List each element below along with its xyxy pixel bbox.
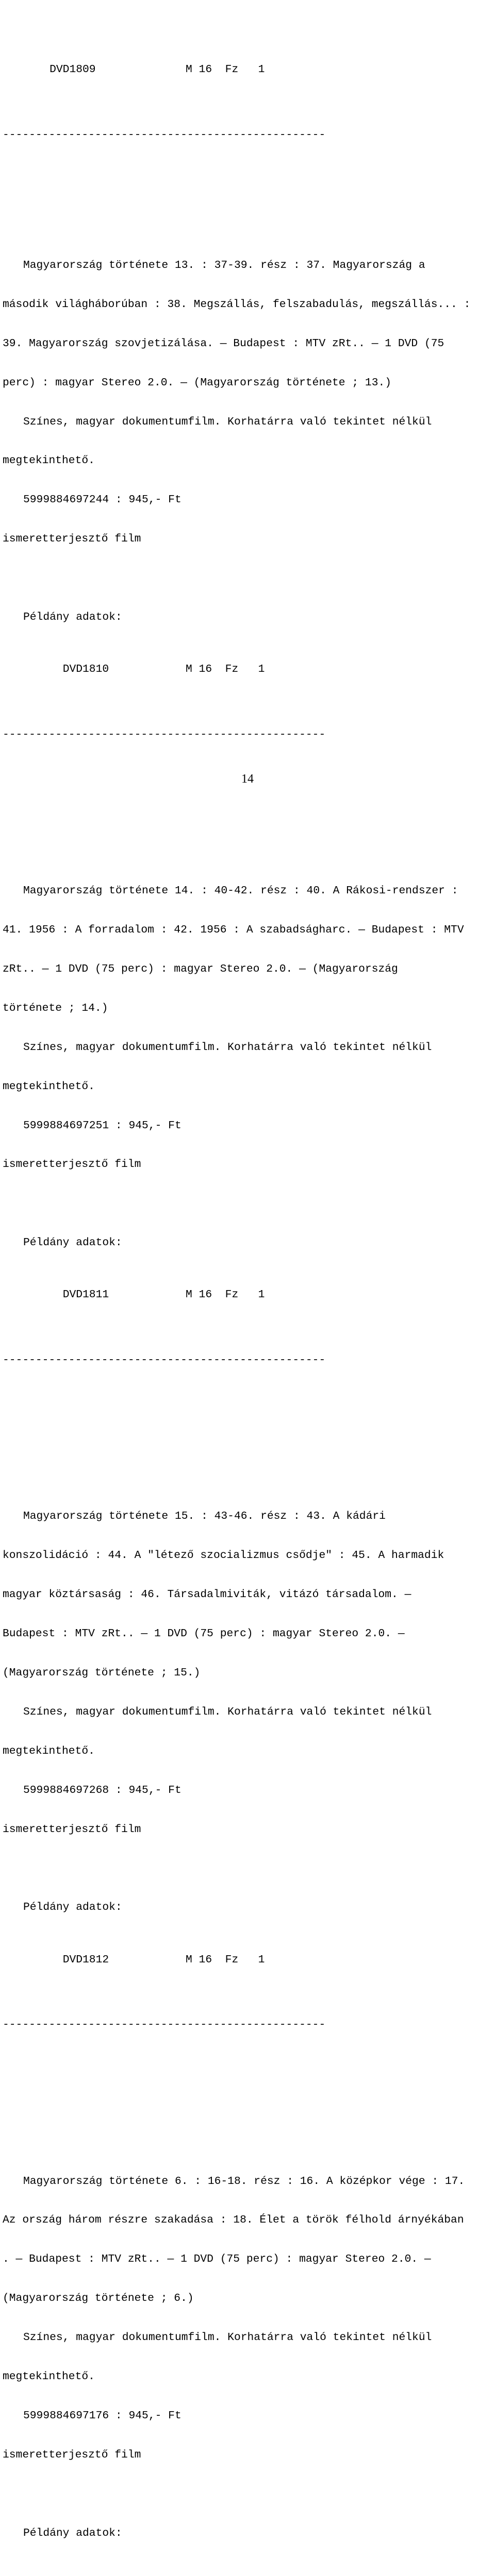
copy-code: DVD1812 (62, 1953, 109, 1966)
separator: ------------------------------------------------- (3, 1353, 326, 1366)
title-line: magyar köztársaság : 46. Társadalmiviták, vitázó társadalom. — (3, 1588, 411, 1601)
isbn-price: 5999884697268 : 945,- Ft (23, 1784, 182, 1797)
copy-label: Példány adatok: (23, 1901, 122, 1914)
description-cont: megtekinthető. (3, 1744, 95, 1757)
title-line: 41. 1956 : A forradalom : 42. 1956 : A szabadságharc. — Budapest : MTV (3, 924, 464, 937)
catalog-entry (3, 2149, 492, 2566)
title-line: Magyarország története 14. : 40-42. rész : 40. A Rákosi-rendszer : (23, 885, 458, 897)
subject: ismeretterjesztő film (3, 2448, 141, 2461)
isbn-price: 5999884697244 : 945,- Ft (23, 494, 182, 506)
copy-row (3, 50, 492, 76)
title-line: . — Budapest : MTV zRt.. — 1 DVD (75 perc) : magyar Stereo 2.0. — (3, 2253, 431, 2266)
title-line: konszolidáció : 44. A "létező szocializmus csődje" : 45. A harmadik (3, 1549, 444, 1562)
title-line: második világháborúban : 38. Megszállás, felszabadulás, megszállás... : (3, 298, 471, 311)
copy-flags: M 16 Fz 1 (186, 663, 265, 676)
copy-label: Példány adatok: (23, 611, 122, 623)
title-line: története ; 14.) (3, 1002, 108, 1014)
isbn-price: 5999884697176 : 945,- Ft (23, 2409, 182, 2422)
description: Színes, magyar dokumentumfilm. Korhatárra való tekintet nélkül (23, 1705, 432, 1718)
title-line: perc) : magyar Stereo 2.0. — (Magyarország története ; 13.) (3, 376, 392, 389)
subject: ismeretterjesztő film (3, 1158, 141, 1171)
title-line: (Magyarország története ; 6.) (3, 2292, 194, 2305)
separator: ------------------------------------------------- (3, 2019, 326, 2031)
catalog-entry (3, 859, 492, 1432)
copy-flags: M 16 Fz 1 (186, 1289, 265, 1301)
title-line: 39. Magyarország szovjetizálása. — Budapest : MTV zRt.. — 1 DVD (75 (3, 337, 444, 350)
subject: ismeretterjesztő film (3, 1823, 141, 1836)
copy-row (3, 650, 492, 676)
copy-row (3, 1276, 492, 1301)
subject: ismeretterjesztő film (3, 533, 141, 546)
description: Színes, magyar dokumentumfilm. Korhatárra való tekintet nélkül (23, 415, 432, 428)
copy-code: DVD1810 (62, 663, 109, 676)
title-line: Magyarország története 6. : 16-18. rész : 16. A középkor vége : 17. (23, 2175, 465, 2188)
catalog-entry (3, 233, 492, 806)
title-line: Az ország három részre szakadása : 18. Élet a török félhold árnyékában (3, 2214, 464, 2227)
isbn-price: 5999884697251 : 945,- Ft (23, 1119, 182, 1132)
separator: ------------------------------------------------- (3, 128, 326, 141)
title-line: zRt.. — 1 DVD (75 perc) : magyar Stereo 2.0. — (Magyarország (3, 962, 398, 975)
page-number: 14 (241, 772, 254, 786)
copy-flags: M 16 Fz 1 (186, 63, 265, 76)
catalog-entry (3, 1484, 492, 2097)
catalog-page (3, 0, 492, 2576)
description: Színes, magyar dokumentumfilm. Korhatárra való tekintet nélkül (23, 2331, 432, 2344)
title-line: Magyarország története 13. : 37-39. rész : 37. Magyarország a (23, 259, 425, 272)
title-line: (Magyarország története ; 15.) (3, 1667, 201, 1679)
copy-label: Példány adatok: (23, 2527, 122, 2539)
title-line: Magyarország története 15. : 43-46. rész : 43. A kádári (23, 1510, 386, 1523)
description-cont: megtekinthető. (3, 2370, 95, 2383)
copy-label: Példány adatok: (23, 1236, 122, 1249)
copy-code: DVD1811 (62, 1289, 109, 1301)
copy-row (3, 1940, 492, 1966)
separator: ------------------------------------------------- (3, 728, 326, 741)
description: Színes, magyar dokumentumfilm. Korhatárra való tekintet nélkül (23, 1041, 432, 1054)
title-line: Budapest : MTV zRt.. — 1 DVD (75 perc) : magyar Stereo 2.0. — (3, 1628, 405, 1640)
description-cont: megtekinthető. (3, 454, 95, 467)
copy-code: DVD1809 (50, 63, 96, 76)
description-cont: megtekinthető. (3, 1080, 95, 1093)
copy-flags: M 16 Fz 1 (186, 1953, 265, 1966)
